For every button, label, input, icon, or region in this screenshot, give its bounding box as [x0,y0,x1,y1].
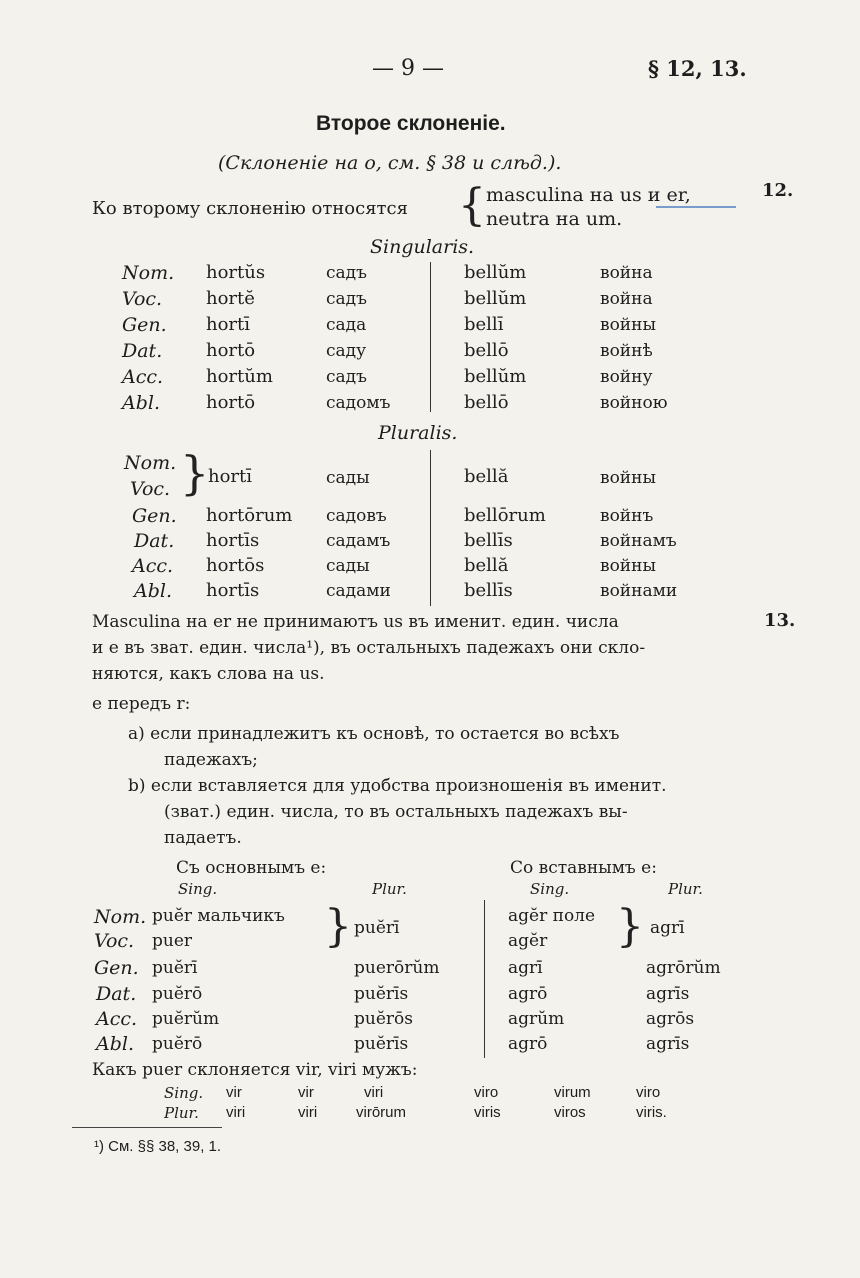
latin-form: bellŭm [464,366,527,387]
plur-label: Plur. [668,880,703,898]
russian-gloss: садъ [326,367,367,387]
vir-form: virōrum [356,1104,407,1121]
latin-form: bellōrum [464,505,546,526]
vir-form: vir [226,1084,242,1101]
latin-form: hortōrum [206,505,293,526]
russian-gloss: садъ [326,289,367,309]
latin-form: puer [152,931,193,951]
latin-form: agrōs [646,1009,695,1029]
russian-gloss: садомъ [326,393,391,413]
rule-b: b) если вставляется для удобства произношенія въ именит. [128,776,667,796]
russian-gloss: садамъ [326,531,391,551]
latin-form: hortŭm [206,366,273,387]
vir-form: vir [298,1084,314,1101]
latin-form: puĕr мальчикъ [152,906,285,926]
latin-form: bellō [464,392,509,413]
latin-form: puerōrŭm [354,958,440,978]
latin-form: puĕrōs [354,1009,413,1029]
case-label: Acc. [132,555,174,577]
latin-form: agrōrŭm [646,958,721,978]
russian-gloss: война [600,289,653,309]
intro-text: Ко второму склоненію относятся [92,198,408,219]
case-label: Nom. [122,262,175,284]
latin-form: bellă [464,555,509,576]
russian-gloss: сады [326,468,370,488]
case-label: Abl. [134,580,172,602]
case-label: Nom. [124,452,177,474]
intro-line1: masculina на us и er, [486,184,691,206]
russian-gloss: войнамъ [600,531,677,551]
latin-form: hortō [206,340,256,361]
latin-form: hortīs [206,530,260,551]
latin-form: bellīs [464,580,513,601]
latin-form: puĕrīs [354,984,409,1004]
latin-form: puĕrī [354,918,400,938]
case-label: Voc. [122,288,163,310]
latin-form: puĕrō [152,1034,203,1054]
case-label: Gen. [94,957,139,979]
rule-a-cont: падежахъ; [164,750,258,770]
latin-form: hortō [206,392,256,413]
latin-form: agĕr поле [508,906,596,926]
latin-form: bellī [464,314,504,335]
case-label: Voc. [130,478,171,500]
column-divider [430,262,431,412]
case-label: Dat. [134,530,175,552]
latin-form: agĕr [508,931,548,951]
latin-form: agrīs [646,1034,690,1054]
russian-gloss: саду [326,341,367,361]
vir-intro: Какъ puer склоняется vir, viri мужъ: [92,1060,418,1080]
vir-form: viris. [636,1104,667,1121]
column-divider [430,450,431,606]
singularis-heading: Singularis. [370,236,475,258]
russian-gloss: сады [326,556,370,576]
intro-brace: { [458,180,486,231]
latin-form: bellŭm [464,262,527,283]
rule-a: а) если принадлежитъ къ основѣ, то остается во всѣхъ [128,724,620,744]
russian-gloss: сада [326,315,367,335]
latin-form: agrī [508,958,543,978]
left-heading: Съ основнымъ e: [176,858,327,878]
case-label: Abl. [96,1033,134,1055]
latin-form: puĕrō [152,984,203,1004]
para13-line: няются, какъ слова на us. [92,664,325,684]
sing-label: Sing. [530,880,570,898]
nomvoc-brace: } [616,901,644,952]
latin-form: hortŭs [206,262,266,283]
russian-gloss: садъ [326,263,367,283]
russian-gloss: войною [600,393,668,413]
case-label: Gen. [132,505,177,527]
plur-label: Plur. [372,880,407,898]
footnote: ¹) См. §§ 38, 39, 1. [94,1138,222,1155]
para13-line: и e въ зват. един. числа¹), въ остальныхъ падежахъ они скло- [92,638,646,658]
russian-gloss: войну [600,367,653,387]
latin-form: puĕrŭm [152,1009,220,1029]
latin-form: hortī [208,466,253,487]
para13-line: Masculina на er не принимаютъ us въ именит. един. числа [92,612,619,632]
rule-b-cont: падаетъ. [164,828,242,848]
latin-form: agrŭm [508,1009,565,1029]
latin-form: bellă [464,466,509,487]
case-label: Gen. [122,314,167,336]
plur-label: Plur. [164,1104,199,1122]
russian-gloss: войны [600,556,656,576]
case-label: Voc. [94,930,135,952]
vir-form: viris [474,1104,501,1121]
latin-form: hortī [206,314,251,335]
latin-form: agrō [508,984,548,1004]
vir-form: viri [364,1084,384,1101]
case-label: Acc. [122,366,164,388]
vir-form: virum [554,1084,591,1101]
vir-form: viro [474,1084,499,1101]
intro-line2: neutra на um. [486,208,623,230]
russian-gloss: войнъ [600,506,654,526]
vir-form: viros [554,1104,586,1121]
nomvoc-brace: } [324,901,352,952]
e-before-r-heading: e передъ r: [92,694,191,714]
section-ref: § 12, 13. [648,56,747,81]
russian-gloss: садовъ [326,506,387,526]
russian-gloss: войны [600,315,656,335]
nomvoc-brace: } [180,446,210,500]
case-label: Acc. [96,1008,138,1030]
russian-gloss: войнѣ [600,341,653,361]
vir-form: viri [226,1104,246,1121]
russian-gloss: садами [326,581,391,601]
ink-mark [656,206,736,208]
subtitle: (Склоненіе на о, см. § 38 и слѣд.). [218,152,562,174]
latin-form: agrī [650,918,685,938]
latin-form: puĕrī [152,958,198,978]
column-divider [484,900,485,1058]
russian-gloss: войны [600,468,656,488]
latin-form: agrō [508,1034,548,1054]
sing-label: Sing. [178,880,218,898]
case-label: Nom. [94,906,147,928]
latin-form: bellīs [464,530,513,551]
latin-form: puĕrīs [354,1034,409,1054]
footnote-rule [72,1127,222,1128]
sing-label: Sing. [164,1084,204,1102]
page-title: Второе склоненіе. [316,112,506,135]
vir-form: viro [636,1084,661,1101]
case-label: Dat. [122,340,163,362]
margin-number-12: 12. [762,180,794,201]
margin-number-13: 13. [764,610,796,631]
russian-gloss: война [600,263,653,283]
latin-form: hortīs [206,580,260,601]
rule-b-cont: (зват.) един. числа, то въ остальныхъ падежахъ вы- [164,802,628,822]
latin-form: hortĕ [206,288,255,309]
right-heading: Со вставнымъ e: [510,858,657,878]
russian-gloss: войнами [600,581,678,601]
latin-form: agrīs [646,984,690,1004]
page-number: — 9 — [372,56,444,81]
case-label: Dat. [96,983,137,1005]
pluralis-heading: Pluralis. [378,422,458,444]
vir-form: viri [298,1104,318,1121]
latin-form: bellŭm [464,288,527,309]
latin-form: hortōs [206,555,265,576]
case-label: Abl. [122,392,160,414]
latin-form: bellō [464,340,509,361]
